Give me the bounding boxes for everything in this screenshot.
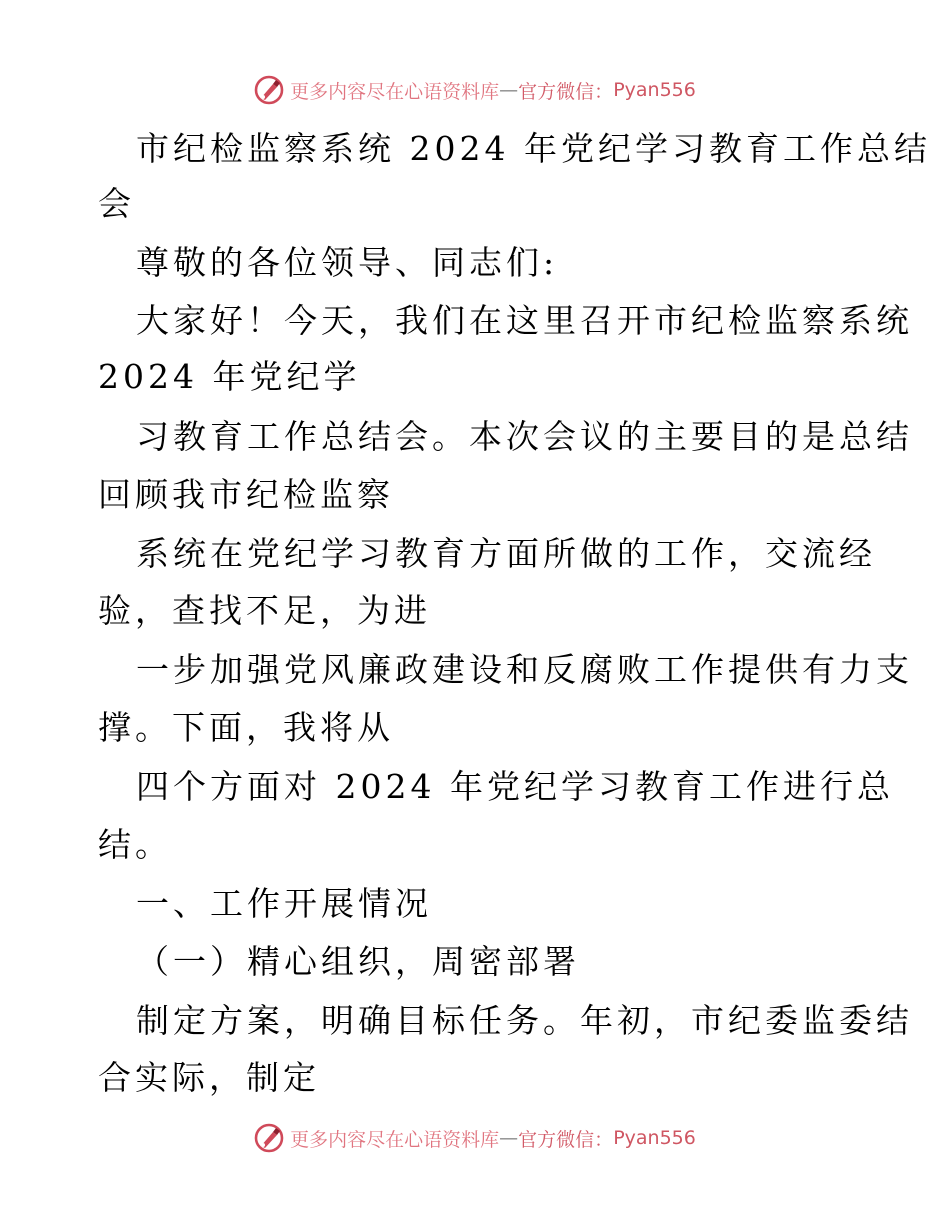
watermark-official-label: 官方微信：	[518, 1128, 614, 1151]
watermark-official-label: 官方微信：	[518, 80, 614, 103]
watermark-wechat-id: Pyan556	[613, 1127, 696, 1149]
subsection-heading: （一）精心组织，周密部署	[136, 942, 580, 981]
watermark-text: 更多内容尽在心语资料库	[290, 1128, 500, 1151]
footer-watermark	[0, 1118, 950, 1158]
section-heading: 一、工作开展情况	[136, 884, 432, 923]
paragraph-line: 结。	[98, 825, 172, 864]
watermark-dash: —	[499, 79, 519, 101]
pen-logo-icon	[254, 1123, 284, 1153]
pen-logo-icon	[254, 75, 284, 105]
salutation: 尊敬的各位领导、同志们:	[136, 243, 559, 282]
paragraph-line: 制定方案，明确目标任务。年初，市纪委监委结	[136, 1001, 913, 1040]
paragraph-line: 四个方面对 2024 年党纪学习教育工作进行总	[136, 767, 894, 806]
paragraph-line: 验，查找不足，为进	[98, 591, 431, 630]
paragraph-line: 大家好！今天，我们在这里召开市纪检监察系统	[136, 301, 913, 340]
watermark-wechat-id: Pyan556	[613, 79, 696, 101]
paragraph-line: 习教育工作总结会。本次会议的主要目的是总结	[136, 417, 913, 456]
paragraph-line: 2024 年党纪学	[98, 357, 361, 396]
watermark-text: 更多内容尽在心语资料库	[290, 80, 500, 103]
title-line-1: 市纪检监察系统 2024 年党纪学习教育工作总结	[136, 129, 931, 168]
title-line-2: 会	[98, 184, 135, 223]
paragraph-line: 合实际，制定	[98, 1058, 320, 1097]
header-watermark	[0, 70, 950, 110]
paragraph-line: 一步加强党风廉政建设和反腐败工作提供有力支	[136, 650, 913, 689]
paragraph-line: 撑。下面，我将从	[98, 708, 394, 747]
paragraph-line: 回顾我市纪检监察	[98, 475, 394, 514]
watermark-dash: —	[499, 1127, 519, 1149]
paragraph-line: 系统在党纪学习教育方面所做的工作，交流经	[136, 534, 876, 573]
